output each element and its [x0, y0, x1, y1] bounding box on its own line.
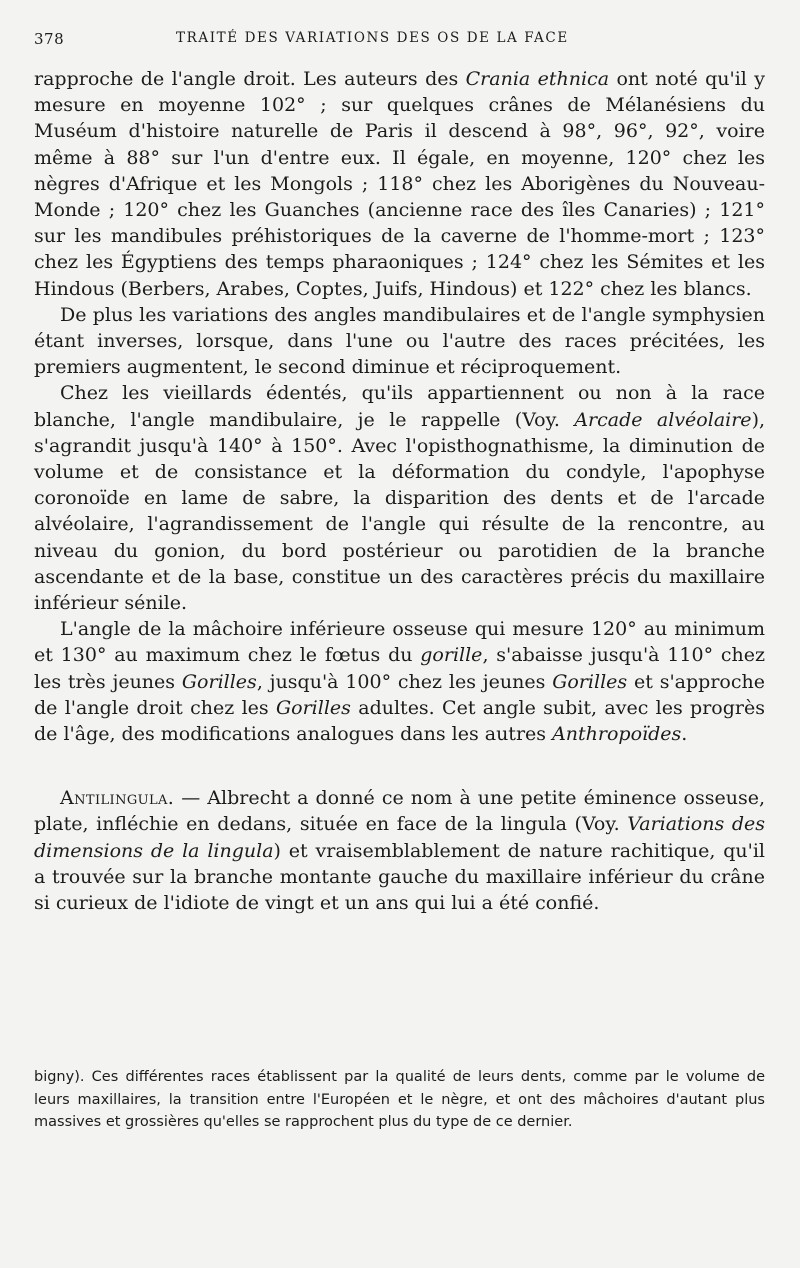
- cross-reference-lingula: Variations des dimensions de la lingula: [34, 813, 765, 862]
- cross-reference-arcade-alveolaire: Arcade alvéolaire: [574, 408, 752, 431]
- paragraph-4: L'angle de la mâchoire inférieure osseuse qui mesure 120° au minimum et 130° au maximum chez le fœtus du gorille, s'abaisse jusqu'à 110° chez les très jeunes Gorilles, jusqu'à 100° chez les jeunes Gorilles et s'approche de l'angle droit chez les Gorilles adultes. Cet angle subit, avec les progrès de l'âge, des modifications analogues dans les autres Anthropoïdes.: [34, 618, 765, 746]
- running-head: [34, 30, 765, 54]
- book-page: [34, 0, 765, 1268]
- section-heading-antilingula: Antilingula.: [60, 787, 175, 810]
- paragraph-2: De plus les variations des angles mandibulaires et de l'angle symphysien étant inverses, lorsque, dans l'une ou l'autre des races précitées, les premiers augmentent, le second diminue et réciproquement.: [34, 303, 765, 379]
- book-title-crania-ethnica: Crania ethnica: [465, 68, 610, 90]
- paragraph-1: rapproche de l'angle droit. Les auteurs des Crania ethnica ont noté qu'il y mesure en moyenne 102° ; sur quelques crânes de Mélanésiens du Muséum d'histoire naturelle de Paris il descend à 98°, 96°, 92°, voire même à 88° sur l'un d'entre eux. Il égale, en moyenne, 120° chez les nègres d'Afrique et les Mongols ; 118° chez les Aborigènes du Nouveau-Monde ; 120° chez les Guanches (ancienne race des îles Canaries) ; 121° sur les mandibules préhistoriques de la caverne de l'homme-mort ; 123° chez les Égyptiens des temps pharaoniques ; 124° chez les Sémites et les Hindous (Berbers, Arabes, Coptes, Juifs, Hindous) et 122° chez les blancs.: [34, 68, 766, 300]
- footnote: bigny). Ces différentes races établissent par la qualité de leurs dents, comme par le volume de leurs maxillaires, la transition entre l'Européen et le nègre, et ont des mâchoires d'autant plus massives et grossières qu'elles se rapprochent plus du type de ce dernier.: [34, 1069, 765, 1130]
- paragraph-antilingula: Antilingula. — Albrecht a donné ce nom à une petite éminence osseuse, plate, infléchie en dedans, située en face de la lingula (Voy. Variations des dimensions de la lingula) et vraisemblablement de nature rachitique, qu'il a trouvée sur la branche montante gauche du maxillaire inférieur du crâne si curieux de l'idiote de vingt et un ans qui lui a été confié.: [34, 787, 765, 915]
- running-title: TRAITÉ DES VARIATIONS DES OS DE LA FACE: [176, 30, 569, 46]
- page-number: 378: [34, 30, 65, 48]
- paragraph-3: Chez les vieillards édentés, qu'ils appartiennent ou non à la race blanche, l'angle mandibulaire, je le rappelle (Voy. Arcade alvéolaire), s'agrandit jusqu'à 140° à 150°. Avec l'opisthognathisme, la diminution de volume et de consistance et la déformation du condyle, l'apophyse coronoïde en lame de sabre, la disparition des dents et de l'arcade alvéolaire, l'agrandissement de l'angle qui résulte de la rencontre, au niveau du gonion, du bord postérieur ou parotidien de la branche ascendante et de la base, constitue un des caractères précis du maxillaire inférieur sénile.: [34, 382, 766, 615]
- main-text: [34, 66, 765, 916]
